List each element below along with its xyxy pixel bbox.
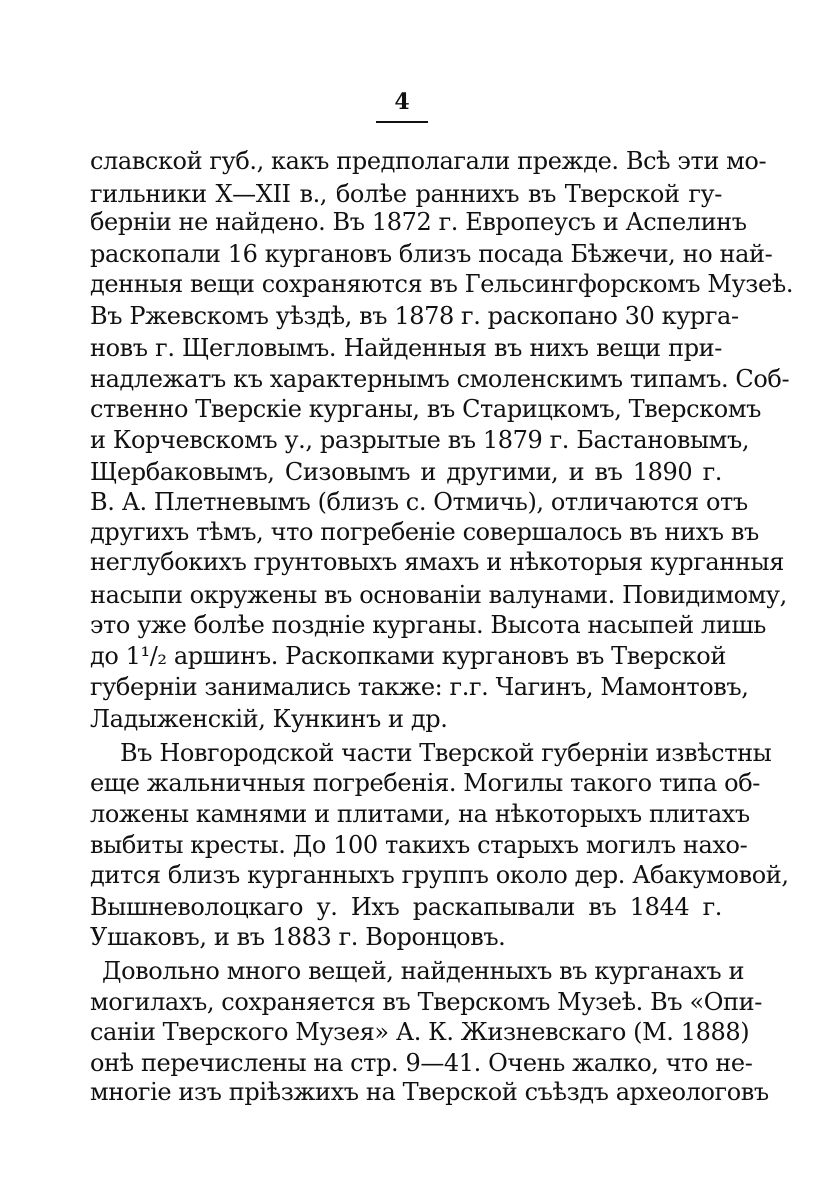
text-line: В. А. Плетневымъ (близъ с. Отмичь), отличаются отъ xyxy=(90,488,748,516)
text-line: ложены камнями и плитами, на нѣкоторыхъ плитахъ xyxy=(90,800,750,828)
text-line: гильники X—XII в., болѣе раннихъ въ Тверской гу- xyxy=(90,180,722,208)
text-line: новъ г. Щегловымъ. Найденныя въ нихъ вещи при- xyxy=(90,334,722,362)
text-line: это уже болѣе поздніе курганы. Высота насыпей лишь xyxy=(90,611,766,639)
text-line: Щербаковымъ, Сизовымъ и другими, и въ 1890 г. xyxy=(90,458,722,486)
page-number: 4 xyxy=(394,89,410,115)
text-line: дится близъ курганныхъ группъ около дер. Абакумовой, xyxy=(90,861,789,889)
text-line: ственно Тверскіе курганы, въ Старицкомъ, Тверскомъ xyxy=(90,395,761,423)
text-line: до 1¹/₂ аршинъ. Раскопками кургановъ въ Тверской xyxy=(90,642,726,670)
text-line: Въ Новгородской части Тверской губерніи извѣстны xyxy=(120,739,772,767)
text-line: могилахъ, сохраняется въ Тверскомъ Музеѣ. Въ «Опи- xyxy=(90,988,762,1016)
page-number-rule xyxy=(376,121,428,123)
text-line: другихъ тѣмъ, что погребеніе совершалось въ нихъ въ xyxy=(90,518,759,546)
text-line: многіе изъ пріѣзжихъ на Тверской съѣздъ археологовъ xyxy=(90,1078,769,1106)
text-line: онѣ перечислены на стр. 9—41. Очень жалко, что не- xyxy=(90,1049,753,1077)
text-line: неглубокихъ грунтовыхъ ямахъ и нѣкоторыя курганныя xyxy=(90,548,784,576)
text-line: и Корчевскомъ у., разрытые въ 1879 г. Бастановымъ, xyxy=(90,426,750,454)
text-line: Довольно много вещей, найденныхъ въ курганахъ и xyxy=(102,957,745,985)
text-line: насыпи окружены въ основаніи валунами. Повидимому, xyxy=(90,581,787,609)
text-line: губерніи занимались также: г.г. Чагинъ, Мамонтовъ, xyxy=(90,673,749,701)
text-line: денныя вещи сохраняются въ Гельсингфорскомъ Музеѣ. xyxy=(90,270,794,298)
text-line: Вышневолоцкаго у. Ихъ раскапывали въ 1844 г. xyxy=(90,893,722,921)
text-line: еще жальничныя погребенія. Могилы такого типа об- xyxy=(90,769,760,797)
text-line: Ладыженскій, Кункинъ и др. xyxy=(90,705,448,733)
text-line: саніи Тверского Музея» А. К. Жизневскаго (М. 1888) xyxy=(90,1018,750,1046)
text-line: Въ Ржевскомъ уѣздѣ, въ 1878 г. раскопано 30 курга- xyxy=(90,302,739,330)
text-line: выбиты кресты. До 100 такихъ старыхъ могилъ нахо- xyxy=(90,831,748,859)
text-line: берніи не найдено. Въ 1872 г. Европеусъ и Аспелинъ xyxy=(90,208,747,236)
text-line: надлежатъ къ характернымъ смоленскимъ типамъ. Соб- xyxy=(90,365,790,393)
text-line: славской губ., какъ предполагали прежде. Всѣ эти мо- xyxy=(90,147,767,175)
text-line: Ушаковъ, и въ 1883 г. Воронцовъ. xyxy=(90,923,506,951)
text-line: раскопали 16 кургановъ близъ посада Бѣжечи, но най- xyxy=(90,240,773,268)
